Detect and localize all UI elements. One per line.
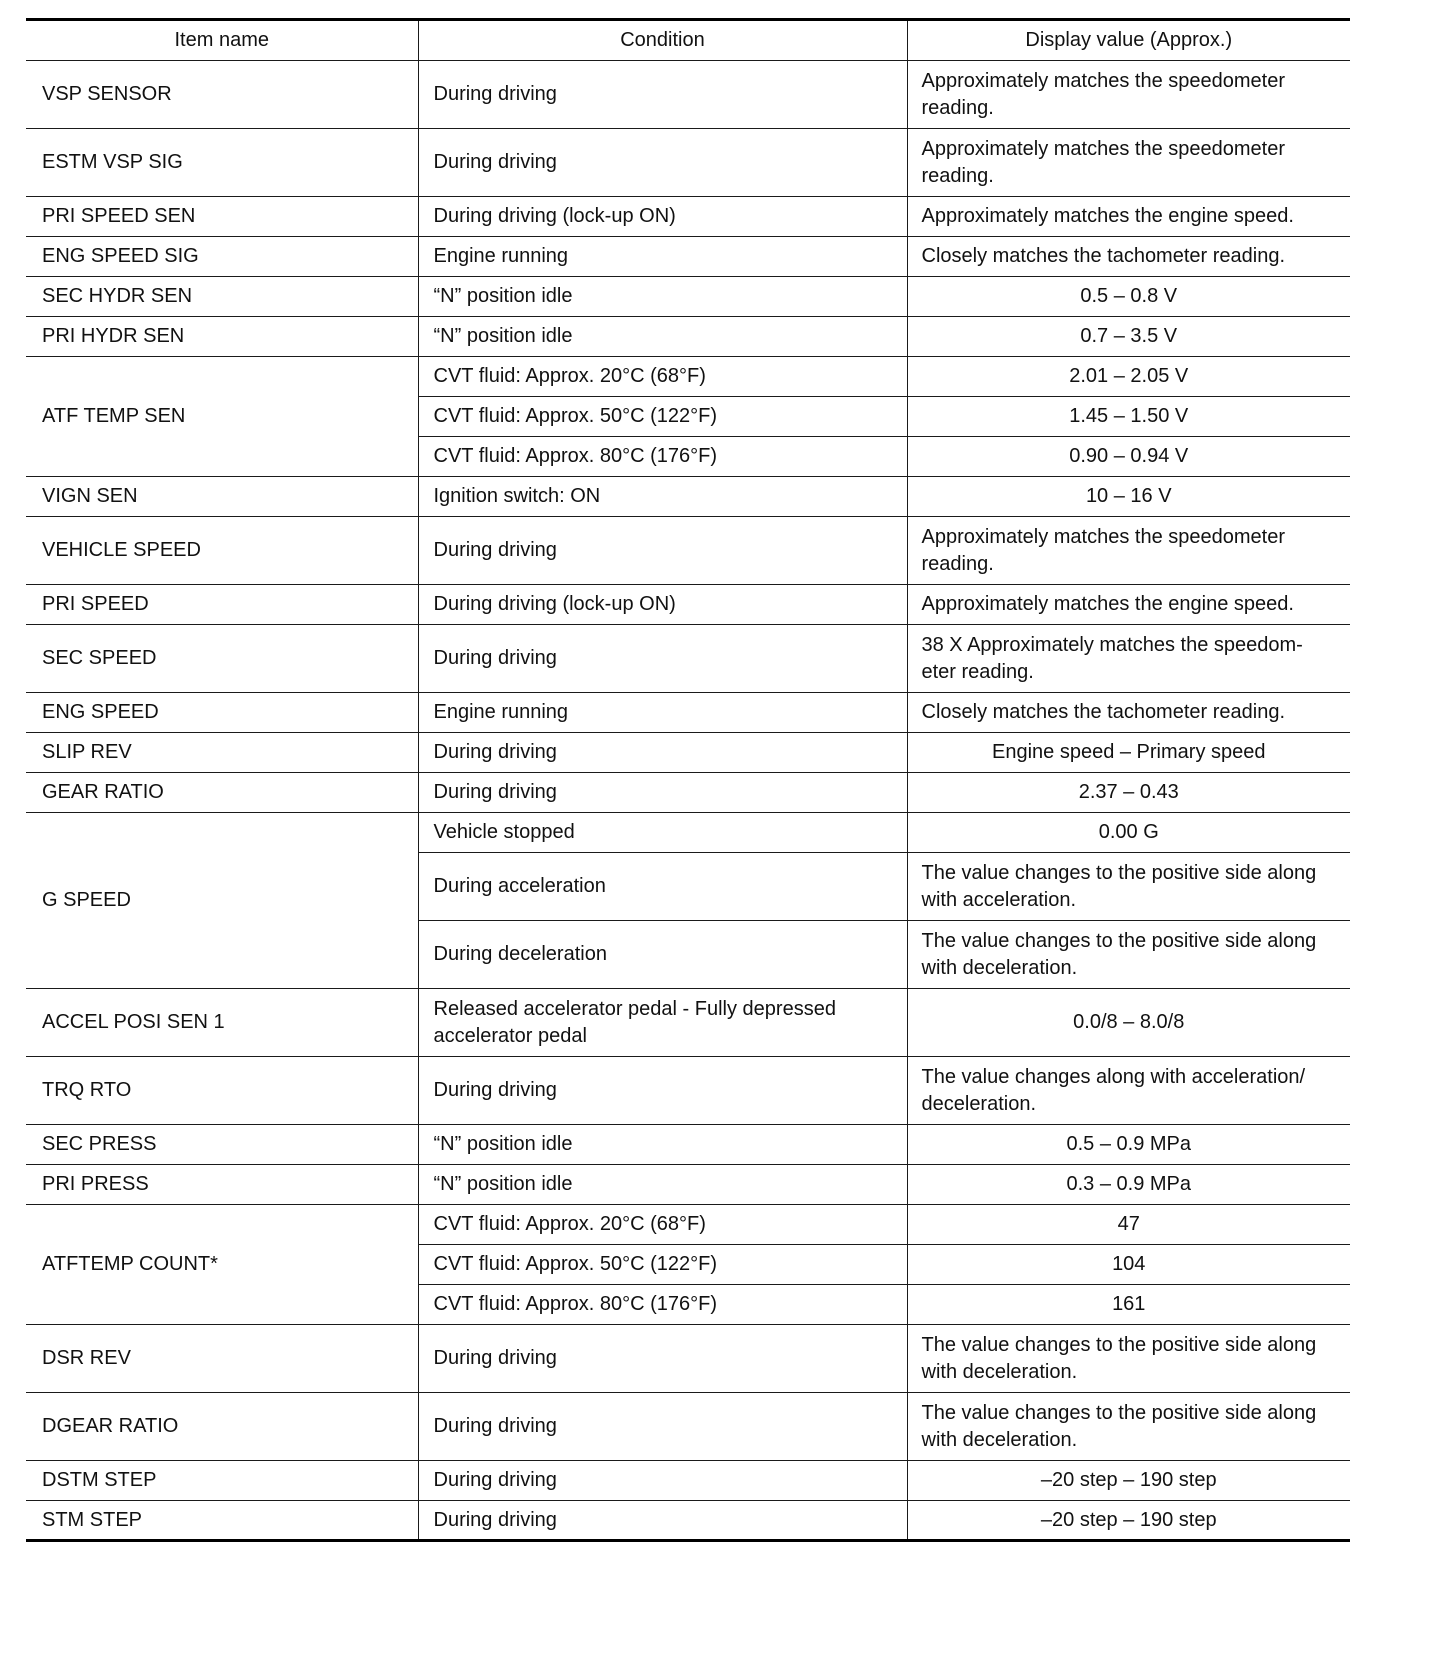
item-name-cell: ESTM VSP SIG [26,129,418,197]
data-monitor-table [26,18,1350,1542]
item-name-cell: SEC PRESS [26,1125,418,1165]
display-value-cell: Closely matches the tachometer reading. [907,237,1350,277]
table-row [26,477,1350,517]
header-condition: Condition [418,20,907,61]
condition-cell: “N” position idle [418,277,907,317]
item-name-cell: G SPEED [26,813,418,989]
display-value-cell: Approximately matches the engine speed. [907,585,1350,625]
display-value-cell: 104 [907,1245,1350,1285]
item-name-cell: TRQ RTO [26,1057,418,1125]
display-value-cell: –20 step – 190 step [907,1501,1350,1541]
condition-cell: During driving [418,1325,907,1393]
table-row [26,517,1350,585]
display-value-cell: 161 [907,1285,1350,1325]
display-value-cell: 0.3 – 0.9 MPa [907,1165,1350,1205]
item-name-cell: GEAR RATIO [26,773,418,813]
display-value-cell: 0.0/8 – 8.0/8 [907,989,1350,1057]
item-name-cell: VEHICLE SPEED [26,517,418,585]
table-row [26,585,1350,625]
item-name-cell: STM STEP [26,1501,418,1541]
display-value-cell: –20 step – 190 step [907,1461,1350,1501]
condition-cell: During deceleration [418,921,907,989]
table-row [26,1205,1350,1245]
display-value-cell: 0.5 – 0.8 V [907,277,1350,317]
table-row [26,1057,1350,1125]
table-row [26,1125,1350,1165]
table-row [26,237,1350,277]
table-row [26,357,1350,397]
condition-cell: CVT fluid: Approx. 20°C (68°F) [418,357,907,397]
condition-cell: Ignition switch: ON [418,477,907,517]
condition-cell: CVT fluid: Approx. 20°C (68°F) [418,1205,907,1245]
table-header-row [26,20,1350,61]
display-value-cell: Approximately matches the engine speed. [907,197,1350,237]
display-value-cell: The value changes along with acceleration/ deceleration. [907,1057,1350,1125]
display-value-cell: Engine speed – Primary speed [907,733,1350,773]
table-row [26,197,1350,237]
item-name-cell: VIGN SEN [26,477,418,517]
item-name-cell: ACCEL POSI SEN 1 [26,989,418,1057]
condition-cell: Released accelerator pedal - Fully depressed accelerator pedal [418,989,907,1057]
condition-cell: CVT fluid: Approx. 50°C (122°F) [418,1245,907,1285]
condition-cell: During driving [418,517,907,585]
display-value-cell: 1.45 – 1.50 V [907,397,1350,437]
table-row [26,61,1350,129]
condition-cell: “N” position idle [418,1165,907,1205]
table-row [26,1165,1350,1205]
item-name-cell: ATF TEMP SEN [26,357,418,477]
condition-cell: During acceleration [418,853,907,921]
table-row [26,989,1350,1057]
display-value-cell: 0.90 – 0.94 V [907,437,1350,477]
table-row [26,277,1350,317]
condition-cell: CVT fluid: Approx. 80°C (176°F) [418,437,907,477]
item-name-cell: ATFTEMP COUNT* [26,1205,418,1325]
table-row [26,317,1350,357]
condition-cell: During driving (lock-up ON) [418,585,907,625]
condition-cell: During driving [418,733,907,773]
header-display-value: Display value (Approx.) [907,20,1350,61]
table-row [26,1393,1350,1461]
condition-cell: During driving [418,1461,907,1501]
condition-cell: During driving [418,1501,907,1541]
condition-cell: CVT fluid: Approx. 50°C (122°F) [418,397,907,437]
condition-cell: Engine running [418,237,907,277]
display-value-cell: 38 X Approximately matches the speedom-eter reading. [907,625,1350,693]
display-value-cell: Approximately matches the speedometer reading. [907,517,1350,585]
item-name-cell: DSTM STEP [26,1461,418,1501]
table-row [26,129,1350,197]
display-value-cell: Approximately matches the speedometer reading. [907,129,1350,197]
table-row [26,693,1350,733]
table-row [26,813,1350,853]
display-value-cell: Approximately matches the speedometer reading. [907,61,1350,129]
display-value-cell: 2.37 – 0.43 [907,773,1350,813]
display-value-cell: 0.00 G [907,813,1350,853]
table-row [26,625,1350,693]
table-row [26,1461,1350,1501]
condition-cell: During driving [418,1057,907,1125]
table-row [26,773,1350,813]
item-name-cell: DGEAR RATIO [26,1393,418,1461]
item-name-cell: ENG SPEED [26,693,418,733]
header-item-name: Item name [26,20,418,61]
item-name-cell: DSR REV [26,1325,418,1393]
item-name-cell: PRI SPEED SEN [26,197,418,237]
display-value-cell: The value changes to the positive side along with deceleration. [907,1325,1350,1393]
item-name-cell: VSP SENSOR [26,61,418,129]
display-value-cell: The value changes to the positive side along with deceleration. [907,1393,1350,1461]
condition-cell: During driving [418,1393,907,1461]
condition-cell: CVT fluid: Approx. 80°C (176°F) [418,1285,907,1325]
item-name-cell: SEC HYDR SEN [26,277,418,317]
item-name-cell: SEC SPEED [26,625,418,693]
display-value-cell: Closely matches the tachometer reading. [907,693,1350,733]
display-value-cell: 0.7 – 3.5 V [907,317,1350,357]
condition-cell: “N” position idle [418,1125,907,1165]
table-row [26,1325,1350,1393]
condition-cell: During driving [418,625,907,693]
condition-cell: During driving [418,129,907,197]
condition-cell: “N” position idle [418,317,907,357]
display-value-cell: 10 – 16 V [907,477,1350,517]
table-body [26,61,1350,1541]
display-value-cell: 47 [907,1205,1350,1245]
table-row [26,1501,1350,1541]
display-value-cell: The value changes to the positive side along with deceleration. [907,921,1350,989]
item-name-cell: PRI HYDR SEN [26,317,418,357]
condition-cell: Vehicle stopped [418,813,907,853]
display-value-cell: 0.5 – 0.9 MPa [907,1125,1350,1165]
item-name-cell: PRI PRESS [26,1165,418,1205]
condition-cell: Engine running [418,693,907,733]
item-name-cell: PRI SPEED [26,585,418,625]
condition-cell: During driving [418,773,907,813]
table-row [26,733,1350,773]
item-name-cell: SLIP REV [26,733,418,773]
item-name-cell: ENG SPEED SIG [26,237,418,277]
condition-cell: During driving (lock-up ON) [418,197,907,237]
display-value-cell: The value changes to the positive side along with acceleration. [907,853,1350,921]
condition-cell: During driving [418,61,907,129]
display-value-cell: 2.01 – 2.05 V [907,357,1350,397]
